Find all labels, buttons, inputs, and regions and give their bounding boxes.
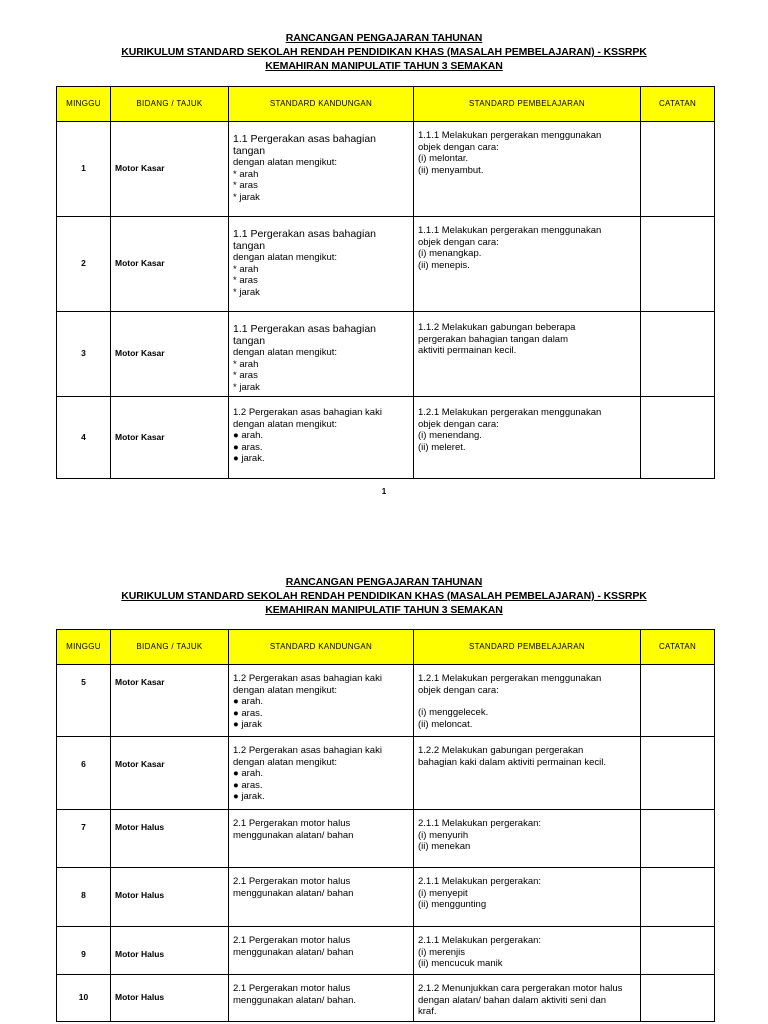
kandungan-line: 2.1 Pergerakan motor halus bbox=[233, 983, 351, 994]
table-row bbox=[57, 397, 715, 479]
pembelajaran-cell bbox=[414, 665, 641, 737]
kandungan-line: menggunakan alatan/ bahan bbox=[233, 946, 354, 958]
pembelajaran-line: kraf. bbox=[418, 1006, 437, 1017]
header-kandungan: STANDARD KANDUNGAN bbox=[229, 630, 414, 665]
kandungan-line: * aras bbox=[233, 180, 258, 191]
pembelajaran-line: 2.1.1 Melakukan pergerakan: bbox=[418, 818, 542, 829]
header-bidang: BIDANG / TAJUK bbox=[111, 87, 229, 122]
table-row bbox=[57, 217, 715, 312]
kandungan-line: ● aras. bbox=[233, 707, 263, 719]
catatan-cell bbox=[641, 810, 715, 868]
table-header-row bbox=[57, 87, 715, 122]
kandungan-line: dengan alatan mengikut: bbox=[233, 347, 338, 358]
kandungan-line: dengan alatan mengikut: bbox=[233, 756, 338, 768]
kandungan-line: ● arah. bbox=[233, 696, 264, 707]
bidang-cell: Motor Kasar bbox=[111, 312, 229, 397]
pembelajaran-line: (i) menyurih bbox=[418, 829, 469, 841]
kandungan-cell bbox=[229, 737, 414, 810]
kandungan-line: * jarak bbox=[233, 191, 260, 203]
kandungan-cell bbox=[229, 975, 414, 1022]
pembelajaran-cell bbox=[414, 217, 641, 312]
pembelajaran-line: (i) menangkap. bbox=[418, 248, 482, 259]
kandungan-cell bbox=[229, 665, 414, 737]
spacer bbox=[418, 696, 636, 707]
kandungan-line: menggunakan alatan/ bahan bbox=[233, 887, 354, 899]
header-minggu: MINGGU bbox=[57, 630, 111, 665]
kandungan-line: * arah bbox=[233, 358, 259, 370]
pembelajaran-line: (ii) mencucuk manik bbox=[418, 958, 503, 969]
kandungan-line: ● jarak. bbox=[233, 453, 265, 464]
minggu-cell: 2 bbox=[57, 217, 111, 312]
page1-title-line-3: KEMAHIRAN MANIPULATIF TAHUN 3 SEMAKAN bbox=[265, 60, 503, 72]
catatan-cell bbox=[641, 868, 715, 927]
page2-title-line-3: KEMAHIRAN MANIPULATIF TAHUN 3 SEMAKAN bbox=[265, 604, 503, 616]
kandungan-line: 1.2 Pergerakan asas bahagian kaki bbox=[233, 673, 382, 684]
pembelajaran-line: (i) menendang. bbox=[418, 430, 482, 441]
pembelajaran-line: objek dengan cara: bbox=[418, 141, 499, 153]
kandungan-line: * aras bbox=[233, 370, 258, 381]
pembelajaran-cell bbox=[414, 737, 641, 810]
pembelajaran-line: dengan alatan/ bahan dalam aktiviti seni dan bbox=[418, 994, 607, 1006]
table-row bbox=[57, 975, 715, 1022]
minggu-cell: 9 bbox=[57, 927, 111, 975]
kandungan-line: dengan alatan mengikut: bbox=[233, 684, 338, 696]
table-row bbox=[57, 665, 715, 737]
header-kandungan: STANDARD KANDUNGAN bbox=[229, 87, 414, 122]
pembelajaran-line: 2.1.1 Melakukan pergerakan: bbox=[418, 935, 542, 946]
pembelajaran-line: 1.2.1 Melakukan pergerakan menggunakan bbox=[418, 673, 602, 684]
catatan-cell bbox=[641, 975, 715, 1022]
page1-title bbox=[0, 31, 768, 73]
pembelajaran-line: (ii) menggunting bbox=[418, 899, 487, 910]
kandungan-line: 1.1 Pergerakan asas bahagian tangan bbox=[233, 323, 377, 347]
kandungan-line: 1.2 Pergerakan asas bahagian kaki bbox=[233, 407, 382, 418]
pembelajaran-line: (ii) menekan bbox=[418, 841, 471, 852]
header-catatan: CATATAN bbox=[641, 630, 715, 665]
kandungan-line: menggunakan alatan/ bahan bbox=[233, 829, 354, 841]
page1-title-line-2: KURIKULUM STANDARD SEKOLAH RENDAH PENDIDIKAN KHAS (MASALAH PEMBELAJARAN) - KSSRPK bbox=[121, 46, 647, 58]
pembelajaran-line: (i) menyepit bbox=[418, 887, 468, 899]
pembelajaran-line: objek dengan cara: bbox=[418, 418, 499, 430]
pembelajaran-line: 1.2.2 Melakukan gabungan pergerakan bbox=[418, 745, 584, 756]
page2-title-line-2: KURIKULUM STANDARD SEKOLAH RENDAH PENDIDIKAN KHAS (MASALAH PEMBELAJARAN) - KSSRPK bbox=[121, 590, 647, 602]
kandungan-cell bbox=[229, 217, 414, 312]
bidang-cell: Motor Kasar bbox=[111, 737, 229, 810]
pembelajaran-cell bbox=[414, 397, 641, 479]
pembelajaran-line: 2.1.1 Melakukan pergerakan: bbox=[418, 876, 542, 887]
kandungan-cell bbox=[229, 868, 414, 927]
pembelajaran-line: 1.1.2 Melakukan gabungan beberapa bbox=[418, 322, 576, 333]
pembelajaran-line: (i) merenjis bbox=[418, 946, 465, 958]
kandungan-line: ● arah. bbox=[233, 768, 264, 779]
kandungan-line: ● jarak bbox=[233, 719, 262, 730]
pembelajaran-cell bbox=[414, 122, 641, 217]
table-row bbox=[57, 122, 715, 217]
minggu-cell: 4 bbox=[57, 397, 111, 479]
pembelajaran-line: (ii) menyambut. bbox=[418, 164, 484, 176]
bidang-cell: Motor Halus bbox=[111, 927, 229, 975]
pembelajaran-line: (ii) menepis. bbox=[418, 259, 470, 271]
pembelajaran-line: (i) menggelecek. bbox=[418, 707, 489, 718]
page1-title-line-1: RANCANGAN PENGAJARAN TAHUNAN bbox=[285, 32, 483, 44]
table-header-row bbox=[57, 630, 715, 665]
kandungan-cell bbox=[229, 810, 414, 868]
pembelajaran-line: objek dengan cara: bbox=[418, 684, 499, 696]
kandungan-line: ● aras. bbox=[233, 779, 263, 791]
kandungan-line: * arah bbox=[233, 263, 259, 275]
pembelajaran-cell bbox=[414, 810, 641, 868]
pembelajaran-line: aktiviti permainan kecil. bbox=[418, 345, 517, 356]
pembelajaran-cell bbox=[414, 868, 641, 927]
bidang-cell: Motor Halus bbox=[111, 975, 229, 1022]
header-pembelajaran: STANDARD PEMBELAJARAN bbox=[414, 630, 641, 665]
bidang-cell: Motor Halus bbox=[111, 810, 229, 868]
pembelajaran-cell bbox=[414, 312, 641, 397]
page2-title-line-1: RANCANGAN PENGAJARAN TAHUNAN bbox=[285, 576, 483, 588]
minggu-cell: 3 bbox=[57, 312, 111, 397]
kandungan-line: 2.1 Pergerakan motor halus bbox=[233, 818, 351, 829]
kandungan-line: 1.2 Pergerakan asas bahagian kaki bbox=[233, 745, 382, 756]
table-row bbox=[57, 312, 715, 397]
kandungan-line: dengan alatan mengikut: bbox=[233, 418, 338, 430]
kandungan-line: dengan alatan mengikut: bbox=[233, 252, 338, 263]
catatan-cell bbox=[641, 217, 715, 312]
minggu-cell: 10 bbox=[57, 975, 111, 1022]
catatan-cell bbox=[641, 122, 715, 217]
catatan-cell bbox=[641, 927, 715, 975]
header-catatan: CATATAN bbox=[641, 87, 715, 122]
catatan-cell bbox=[641, 312, 715, 397]
kandungan-cell bbox=[229, 122, 414, 217]
bidang-cell: Motor Halus bbox=[111, 868, 229, 927]
kandungan-line: * jarak bbox=[233, 286, 260, 298]
kandungan-line: menggunakan alatan/ bahan. bbox=[233, 994, 357, 1006]
kandungan-line: 2.1 Pergerakan motor halus bbox=[233, 935, 351, 946]
pembelajaran-line: (ii) meloncat. bbox=[418, 718, 473, 730]
pembelajaran-line: 1.1.1 Melakukan pergerakan menggunakan bbox=[418, 225, 602, 236]
minggu-cell: 1 bbox=[57, 122, 111, 217]
pembelajaran-line: 1.1.1 Melakukan pergerakan menggunakan bbox=[418, 130, 602, 141]
pembelajaran-line: pergerakan bahagian tangan dalam bbox=[418, 333, 569, 345]
pembelajaran-line: (i) melontar. bbox=[418, 153, 469, 164]
bidang-cell: Motor Kasar bbox=[111, 122, 229, 217]
header-bidang: BIDANG / TAJUK bbox=[111, 630, 229, 665]
pembelajaran-line: 2.1.2 Menunjukkan cara pergerakan motor halus bbox=[418, 983, 623, 994]
catatan-cell bbox=[641, 665, 715, 737]
kandungan-line: 2.1 Pergerakan motor halus bbox=[233, 876, 351, 887]
catatan-cell bbox=[641, 737, 715, 810]
header-minggu: MINGGU bbox=[57, 87, 111, 122]
table-row bbox=[57, 737, 715, 810]
header-pembelajaran: STANDARD PEMBELAJARAN bbox=[414, 87, 641, 122]
kandungan-cell bbox=[229, 397, 414, 479]
kandungan-line: dengan alatan mengikut: bbox=[233, 157, 338, 168]
minggu-cell: 5 bbox=[57, 665, 111, 737]
catatan-cell bbox=[641, 397, 715, 479]
kandungan-line: * arah bbox=[233, 168, 259, 180]
page2-title bbox=[0, 575, 768, 617]
kandungan-line: 1.1 Pergerakan asas bahagian tangan bbox=[233, 133, 377, 157]
page2-table bbox=[56, 629, 715, 1022]
bidang-cell: Motor Kasar bbox=[111, 397, 229, 479]
page1-table bbox=[56, 86, 715, 479]
table-row bbox=[57, 868, 715, 927]
pembelajaran-cell bbox=[414, 975, 641, 1022]
kandungan-line: ● jarak. bbox=[233, 791, 265, 802]
minggu-cell: 8 bbox=[57, 868, 111, 927]
page-number: 1 bbox=[381, 487, 387, 496]
pembelajaran-line: 1.2.1 Melakukan pergerakan menggunakan bbox=[418, 407, 602, 418]
kandungan-cell bbox=[229, 312, 414, 397]
kandungan-line: * jarak bbox=[233, 381, 260, 393]
bidang-cell: Motor Kasar bbox=[111, 217, 229, 312]
bidang-cell: Motor Kasar bbox=[111, 665, 229, 737]
kandungan-line: * aras bbox=[233, 275, 258, 286]
kandungan-line: ● arah. bbox=[233, 430, 264, 441]
pembelajaran-cell bbox=[414, 927, 641, 975]
minggu-cell: 7 bbox=[57, 810, 111, 868]
minggu-cell: 6 bbox=[57, 737, 111, 810]
pembelajaran-line: objek dengan cara: bbox=[418, 236, 499, 248]
pembelajaran-line: bahagian kaki dalam aktiviti permainan kecil. bbox=[418, 756, 606, 768]
kandungan-line: 1.1 Pergerakan asas bahagian tangan bbox=[233, 228, 377, 252]
pembelajaran-line: (ii) meleret. bbox=[418, 441, 466, 453]
table-row bbox=[57, 810, 715, 868]
table-row bbox=[57, 927, 715, 975]
kandungan-cell bbox=[229, 927, 414, 975]
kandungan-line: ● aras. bbox=[233, 441, 263, 453]
